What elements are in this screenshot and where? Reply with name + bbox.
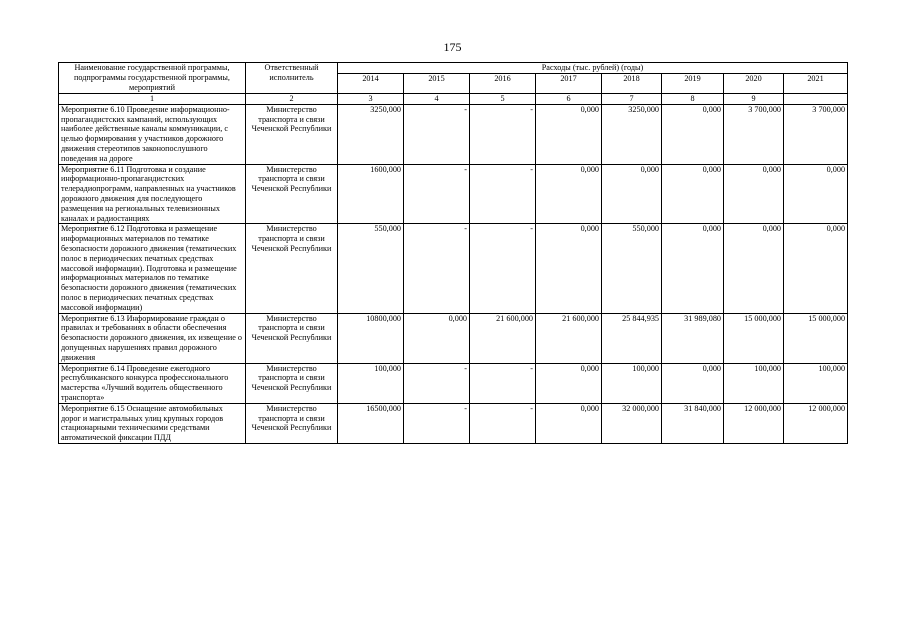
value-cell: - [470, 104, 536, 164]
value-cell: 550,000 [338, 224, 404, 313]
value-cell: 32 000,000 [602, 403, 662, 443]
value-cell: 0,000 [404, 313, 470, 363]
column-number-row [59, 93, 848, 104]
measure-name: Мероприятие 6.12 Подготовка и размещение информационных материалов по тематике безопасности дорожного движения (тематических полос в периодических печатных средствах массовой информации). Подготовка и размещение информационных материалов по тематике безопасности дорожного движения (тематических полос в периодических печатных средствах массовой информации) [59, 224, 246, 313]
executor-cell: Министерство транспорта и связи Чеченской Республики [246, 104, 338, 164]
value-cell: - [470, 363, 536, 403]
value-cell: 0,000 [536, 363, 602, 403]
measure-name: Мероприятие 6.14 Проведение ежегодного республиканского конкурса профессионального мастерства «Лучший водитель общественного транспорта» [59, 363, 246, 403]
value-cell: 3250,000 [338, 104, 404, 164]
value-cell: 3250,000 [602, 104, 662, 164]
value-cell: 0,000 [784, 164, 848, 224]
header-year: 2020 [724, 73, 784, 93]
value-cell: 0,000 [536, 104, 602, 164]
column-number: 2 [246, 93, 338, 104]
column-number: 6 [536, 93, 602, 104]
value-cell: 21 600,000 [536, 313, 602, 363]
value-cell: 12 000,000 [784, 403, 848, 443]
executor-cell: Министерство транспорта и связи Чеченской Республики [246, 313, 338, 363]
table-row [59, 104, 848, 164]
value-cell: 0,000 [602, 164, 662, 224]
value-cell: 31 989,080 [662, 313, 724, 363]
value-cell: 3 700,000 [724, 104, 784, 164]
value-cell: 0,000 [724, 224, 784, 313]
value-cell: 0,000 [662, 224, 724, 313]
value-cell: 550,000 [602, 224, 662, 313]
value-cell: 12 000,000 [724, 403, 784, 443]
value-cell: - [470, 403, 536, 443]
value-cell: - [470, 164, 536, 224]
value-cell: 10800,000 [338, 313, 404, 363]
table-row [59, 403, 848, 443]
header-year: 2021 [784, 73, 848, 93]
value-cell: 100,000 [602, 363, 662, 403]
value-cell: - [470, 224, 536, 313]
value-cell: 16500,000 [338, 403, 404, 443]
value-cell: 0,000 [724, 164, 784, 224]
value-cell: - [404, 403, 470, 443]
executor-cell: Министерство транспорта и связи Чеченской Республики [246, 224, 338, 313]
value-cell: 15 000,000 [724, 313, 784, 363]
executor-cell: Министерство транспорта и связи Чеченской Республики [246, 363, 338, 403]
column-number: 3 [338, 93, 404, 104]
table-row [59, 164, 848, 224]
value-cell: 0,000 [662, 164, 724, 224]
value-cell: - [404, 363, 470, 403]
value-cell: 21 600,000 [470, 313, 536, 363]
header-year: 2017 [536, 73, 602, 93]
table-row [59, 313, 848, 363]
executor-cell: Министерство транспорта и связи Чеченской Республики [246, 403, 338, 443]
value-cell: 100,000 [338, 363, 404, 403]
value-cell: 0,000 [662, 104, 724, 164]
executor-cell: Министерство транспорта и связи Чеченской Республики [246, 164, 338, 224]
value-cell: 100,000 [784, 363, 848, 403]
value-cell: - [404, 164, 470, 224]
value-cell: 100,000 [724, 363, 784, 403]
column-number: 8 [662, 93, 724, 104]
column-number [784, 93, 848, 104]
measure-name: Мероприятие 6.15 Оснащение автомобильных дорог и магистральных улиц крупных городов стационарными техническими средствами автоматической фиксации ПДД [59, 403, 246, 443]
value-cell: - [404, 224, 470, 313]
column-number: 4 [404, 93, 470, 104]
header-year: 2016 [470, 73, 536, 93]
column-number: 1 [59, 93, 246, 104]
value-cell: 0,000 [536, 224, 602, 313]
value-cell: 25 844,935 [602, 313, 662, 363]
budget-table [58, 62, 848, 444]
header-year: 2018 [602, 73, 662, 93]
measure-name: Мероприятие 6.10 Проведение информационно-пропагандистских кампаний, использующих наиболее действенные каналы коммуникации, с целью формирования у участников дорожного движения стереотипов законопослушного поведения на дороге [59, 104, 246, 164]
value-cell: 31 840,000 [662, 403, 724, 443]
header-year: 2014 [338, 73, 404, 93]
page-number: 175 [443, 40, 462, 54]
column-number: 7 [602, 93, 662, 104]
header-name: Наименование государственной программы, подпрограммы государственной программы, мероприятий [59, 63, 246, 94]
header-year: 2015 [404, 73, 470, 93]
column-number: 9 [724, 93, 784, 104]
value-cell: 0,000 [662, 363, 724, 403]
value-cell: - [404, 104, 470, 164]
value-cell: 0,000 [536, 164, 602, 224]
table-row [59, 363, 848, 403]
value-cell: 0,000 [784, 224, 848, 313]
table-row [59, 224, 848, 313]
header-executor: Ответственный исполнитель [246, 63, 338, 94]
measure-name: Мероприятие 6.13 Информирование граждан о правилах и требованиях в области обеспечения безопасности дорожного движения, их извещение о допущенных нарушениях правил дорожного движения [59, 313, 246, 363]
column-number: 5 [470, 93, 536, 104]
header-expenses: Расходы (тыс. рублей) (годы) [338, 63, 848, 74]
value-cell: 0,000 [536, 403, 602, 443]
header-year: 2019 [662, 73, 724, 93]
value-cell: 3 700,000 [784, 104, 848, 164]
measure-name: Мероприятие 6.11 Подготовка и создание информационно-пропагандистских телерадиопрограмм, направленных на участников дорожного движения для последующего размещения на региональных телевизионных каналах и радиостанциях [59, 164, 246, 224]
value-cell: 15 000,000 [784, 313, 848, 363]
value-cell: 1600,000 [338, 164, 404, 224]
